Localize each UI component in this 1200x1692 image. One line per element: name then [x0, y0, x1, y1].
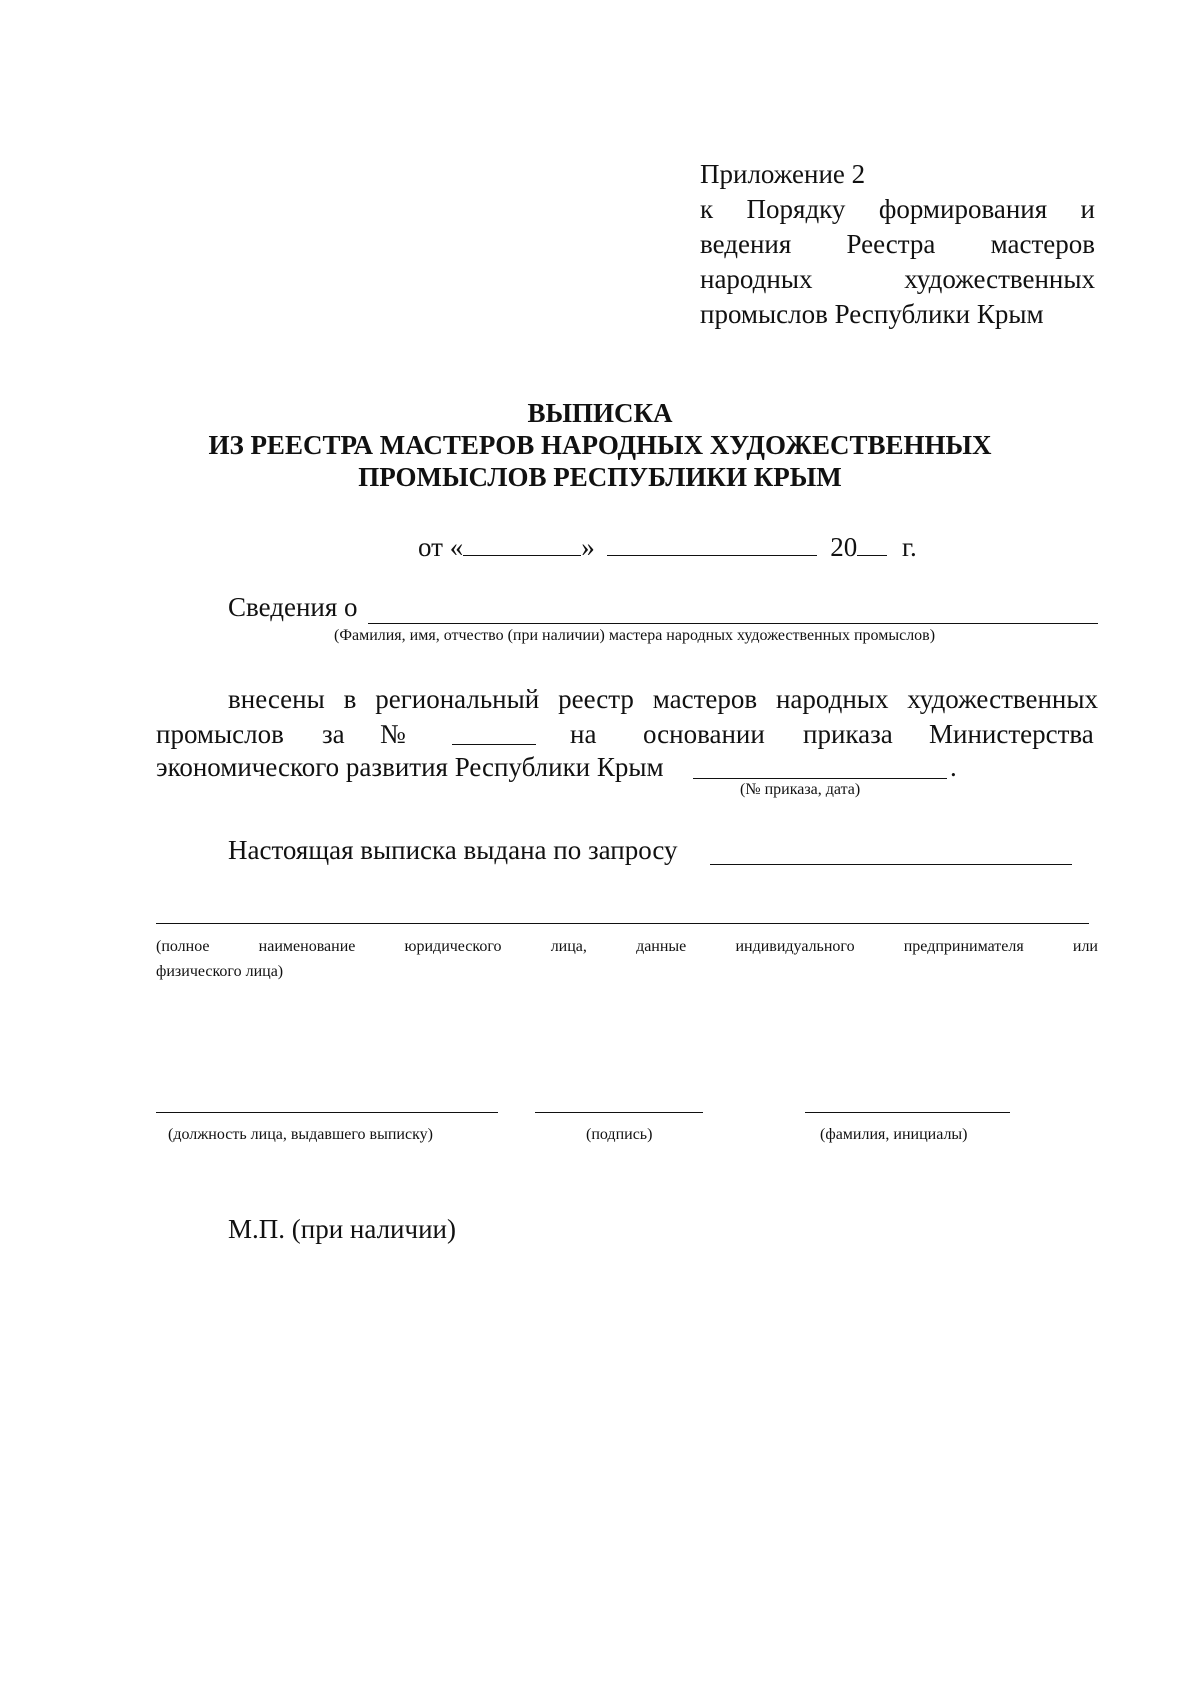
entry-line-3-end: .: [950, 752, 957, 782]
requester-caption-line-1: (полное наименование юридического лица, данные индивидуального предпринимателя или: [156, 938, 1098, 955]
entry-line-2-b: за: [322, 719, 345, 749]
appendix-line-3: ведения Реестра мастеров: [700, 229, 1095, 259]
order-caption: (№ приказа, дата): [740, 781, 861, 798]
entry-line-1: внесены в региональный реестр мастеров народных художественных: [228, 684, 1098, 714]
request-label: Настоящая выписка выдана по запросу: [228, 835, 678, 865]
date-suffix: г.: [901, 532, 917, 562]
date-close-quote: »: [581, 532, 595, 562]
document-title: ВЫПИСКА: [527, 398, 673, 428]
date-year: 20: [830, 532, 858, 562]
appendix-line-4: народных художественных: [700, 264, 1095, 294]
entry-line-3: экономического развития Республики Крым: [156, 752, 664, 782]
entry-line-2-a: промыслов: [156, 719, 284, 749]
entry-number-sign: №: [380, 719, 406, 749]
entry-line-2-e: основании: [643, 719, 765, 749]
request-field[interactable]: [710, 864, 1072, 865]
position-caption: (должность лица, выдавшего выписку): [168, 1126, 433, 1143]
month-field[interactable]: [607, 528, 817, 556]
name-field[interactable]: [805, 1112, 1010, 1113]
info-label: Сведения о: [228, 592, 358, 622]
order-number-date-field[interactable]: [693, 778, 947, 779]
appendix-number: Приложение 2: [700, 159, 866, 189]
registry-number-field[interactable]: [452, 744, 536, 745]
stamp-label: М.П. (при наличии): [228, 1214, 456, 1244]
entry-line-2-d: на: [570, 719, 597, 749]
requester-caption-line-2: физического лица): [156, 963, 284, 980]
document-title-line-2: ИЗ РЕЕСТРА МАСТЕРОВ НАРОДНЫХ ХУДОЖЕСТВЕННЫХ: [208, 430, 992, 460]
year-field[interactable]: [857, 528, 887, 556]
requester-name-field[interactable]: [156, 923, 1089, 924]
date-line: [418, 528, 917, 563]
document-title-line-3: ПРОМЫСЛОВ РЕСПУБЛИКИ КРЫМ: [358, 462, 842, 492]
name-caption: (фамилия, инициалы): [820, 1126, 968, 1143]
date-prefix: от «: [418, 532, 464, 562]
appendix-line-5: промыслов Республики Крым: [700, 299, 1044, 329]
entry-line-2-f: приказа: [803, 719, 893, 749]
entry-line-2-g: Министерства: [929, 719, 1094, 749]
master-name-field[interactable]: [368, 623, 1098, 624]
signature-field[interactable]: [535, 1112, 703, 1113]
position-field[interactable]: [156, 1112, 498, 1113]
signature-caption: (подпись): [586, 1126, 653, 1143]
day-field[interactable]: [463, 528, 581, 556]
master-name-caption: (Фамилия, имя, отчество (при наличии) мастера народных художественных промыслов): [334, 627, 936, 644]
appendix-line-2: к Порядку формирования и: [700, 194, 1095, 224]
